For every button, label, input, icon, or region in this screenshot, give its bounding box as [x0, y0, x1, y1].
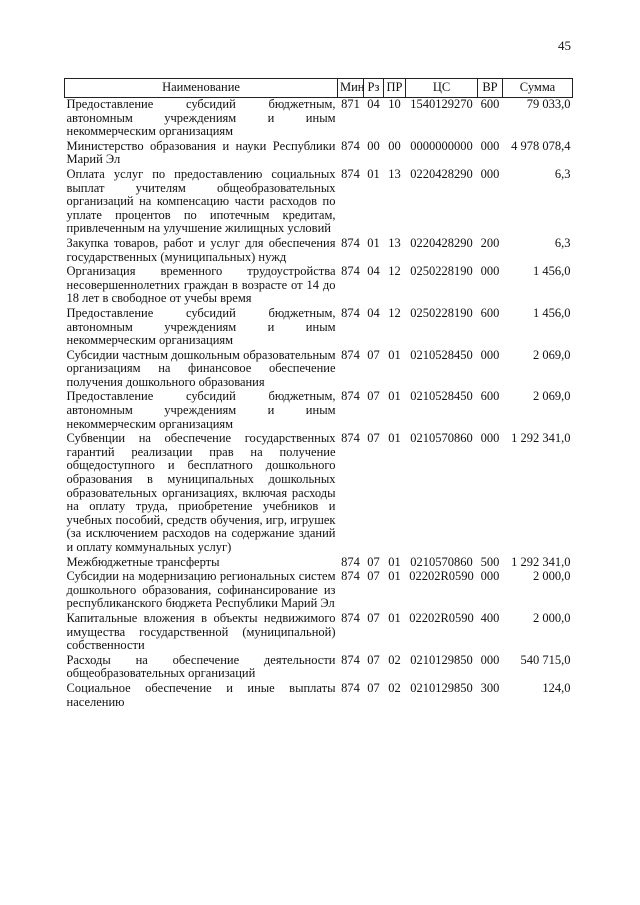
cell-pr: 01 [388, 554, 401, 569]
cell-pr: 10 [388, 97, 401, 111]
cell-rz: 04 [367, 305, 380, 320]
cell-vr: 000 [480, 264, 500, 279]
cell-cs: 0250228190 [410, 264, 473, 279]
cell-pr: 01 [388, 347, 401, 362]
cell-min: 874 [341, 347, 360, 362]
cell-sum: 1 292 341,0 [511, 554, 571, 569]
table-row [65, 556, 573, 571]
cell-cs: 0210570860 [410, 554, 473, 569]
table-row [65, 432, 573, 555]
cell-vr: 600 [480, 389, 500, 404]
cell-cs: 0000000000 [410, 138, 473, 153]
cell-vr: 600 [480, 97, 500, 111]
cell-name: Предоставление субсидий бюджетным, автономным учреждениям и иным некоммерческим организациям [66, 305, 336, 348]
cell-name: Оплата услуг по предоставлению социальных выплат учителям общеобразовательных организаций на компенсацию части расходов по уплате процентов по ипотечным кредитам, привлеченным на улучшение жилищных условий [66, 166, 336, 236]
cell-pr: 01 [388, 431, 401, 446]
cell-name: Субсидии частным дошкольным образовательным организациям на финансовое обеспечение получения дошкольного образования [66, 347, 336, 389]
header-vr: ВР [478, 79, 503, 98]
cell-vr: 500 [480, 554, 500, 569]
cell-sum: 1 292 341,0 [511, 431, 571, 446]
table-row [65, 654, 573, 682]
cell-min: 874 [341, 305, 360, 320]
cell-cs: 02202R0590 [409, 569, 474, 584]
cell-sum: 2 069,0 [533, 389, 571, 404]
cell-min: 874 [341, 235, 360, 250]
cell-sum: 124,0 [542, 680, 571, 695]
cell-rz: 01 [367, 166, 380, 181]
cell-min: 874 [341, 166, 360, 181]
cell-min: 874 [341, 569, 360, 584]
table-body [65, 98, 573, 711]
cell-cs: 0250228190 [410, 305, 473, 320]
cell-rz: 07 [367, 554, 380, 569]
header-sum: Сумма [503, 79, 573, 98]
table-row [65, 349, 573, 391]
header-pr: ПР [384, 79, 406, 98]
cell-vr: 400 [480, 610, 500, 625]
budget-table [64, 78, 573, 710]
cell-name: Межбюджетные трансферты [66, 554, 220, 569]
cell-cs: 0210528450 [410, 347, 473, 362]
cell-min: 874 [341, 680, 360, 695]
cell-pr: 02 [388, 680, 401, 695]
cell-sum: 1 456,0 [533, 305, 571, 320]
cell-name: Социальное обеспечение и иные выплаты населению [66, 680, 336, 709]
cell-min: 874 [341, 554, 360, 569]
cell-pr: 13 [388, 166, 401, 181]
page-number: 45 [558, 38, 571, 53]
cell-cs: 1540129270 [410, 97, 473, 111]
table-row [65, 237, 573, 265]
cell-pr: 00 [388, 138, 401, 153]
cell-cs: 0220428290 [410, 235, 473, 250]
cell-rz: 01 [367, 235, 380, 250]
cell-cs: 0210570860 [410, 431, 473, 446]
cell-pr: 01 [388, 610, 401, 625]
cell-rz: 07 [367, 680, 380, 695]
cell-pr: 01 [388, 569, 401, 584]
cell-sum: 79 033,0 [526, 97, 571, 111]
cell-name: Предоставление субсидий бюджетным, автономным учреждениям и иным некоммерческим организациям [66, 97, 336, 139]
table-row [65, 390, 573, 432]
header-rz: Рз [364, 79, 384, 98]
cell-sum: 540 715,0 [520, 652, 571, 667]
cell-pr: 02 [388, 652, 401, 667]
cell-min: 874 [341, 610, 360, 625]
cell-vr: 000 [480, 652, 500, 667]
cell-cs: 0210129850 [410, 652, 473, 667]
table-row [65, 307, 573, 349]
cell-min: 874 [341, 431, 360, 446]
cell-vr: 000 [480, 569, 500, 584]
cell-name: Закупка товаров, работ и услуг для обеспечения государственных (муниципальных) нужд [66, 235, 336, 264]
table-row [65, 682, 573, 710]
cell-min: 874 [341, 138, 360, 153]
cell-name: Министерство образования и науки Республики Марий Эл [66, 138, 336, 167]
cell-sum: 6,3 [554, 166, 571, 181]
cell-name: Организация временного трудоустройства несовершеннолетних граждан в возрасте от 14 до 18 лет в свободное от учебы время [66, 264, 336, 306]
cell-rz: 07 [367, 610, 380, 625]
cell-pr: 12 [388, 305, 401, 320]
cell-sum: 2 000,0 [533, 610, 571, 625]
cell-sum: 4 978 078,4 [511, 138, 571, 153]
cell-cs: 0220428290 [410, 166, 473, 181]
cell-vr: 000 [480, 138, 500, 153]
cell-pr: 13 [388, 235, 401, 250]
cell-sum: 2 000,0 [533, 569, 571, 584]
cell-min: 874 [341, 652, 360, 667]
table-row [65, 140, 573, 168]
cell-sum: 2 069,0 [533, 347, 571, 362]
cell-cs: 0210528450 [410, 389, 473, 404]
cell-rz: 07 [367, 347, 380, 362]
table-row [65, 98, 573, 140]
cell-rz: 07 [367, 389, 380, 404]
cell-name: Капитальные вложения в объекты недвижимого имущества государственной (муниципальной) собственности [66, 610, 336, 653]
cell-vr: 200 [480, 235, 500, 250]
table-row [65, 265, 573, 307]
cell-rz: 04 [367, 97, 380, 111]
table-row [65, 570, 573, 612]
cell-name: Предоставление субсидий бюджетным, автономным учреждениям и иным некоммерческим организациям [66, 389, 336, 431]
cell-name: Субвенции на обеспечение государственных гарантий реализации прав на получение общедоступного и бесплатного дошкольного образования в муниципальных дошкольных образовательных организациях, включая расходы на оплату труда, приобретение учебников и учебных пособий, средств обучения, игр, игрушек (за исключением расходов на содержание зданий и оплату коммунальных услуг) [66, 431, 336, 554]
cell-vr: 300 [480, 680, 500, 695]
cell-sum: 6,3 [554, 235, 571, 250]
cell-vr: 600 [480, 305, 500, 320]
cell-rz: 07 [367, 652, 380, 667]
table-row [65, 168, 573, 237]
header-cs: ЦС [406, 79, 478, 98]
cell-name: Расходы на обеспечение деятельности общеобразовательных организаций [66, 652, 336, 681]
cell-rz: 00 [367, 138, 380, 153]
cell-min: 871 [341, 97, 360, 111]
cell-vr: 000 [480, 431, 500, 446]
cell-cs: 0210129850 [410, 680, 473, 695]
cell-vr: 000 [480, 166, 500, 181]
header-name: Наименование [65, 79, 338, 98]
cell-name: Субсидии на модернизацию региональных систем дошкольного образования, софинансирование из республиканского бюджета Республики Марий Эл [66, 569, 336, 611]
cell-pr: 12 [388, 264, 401, 279]
cell-sum: 1 456,0 [533, 264, 571, 279]
cell-vr: 000 [480, 347, 500, 362]
cell-rz: 07 [367, 569, 380, 584]
cell-rz: 07 [367, 431, 380, 446]
cell-rz: 04 [367, 264, 380, 279]
table-row [65, 612, 573, 654]
table-header-row [65, 79, 573, 98]
cell-min: 874 [341, 264, 360, 279]
header-min: Мин [338, 79, 364, 98]
cell-cs: 02202R0590 [409, 610, 474, 625]
cell-min: 874 [341, 389, 360, 404]
cell-pr: 01 [388, 389, 401, 404]
